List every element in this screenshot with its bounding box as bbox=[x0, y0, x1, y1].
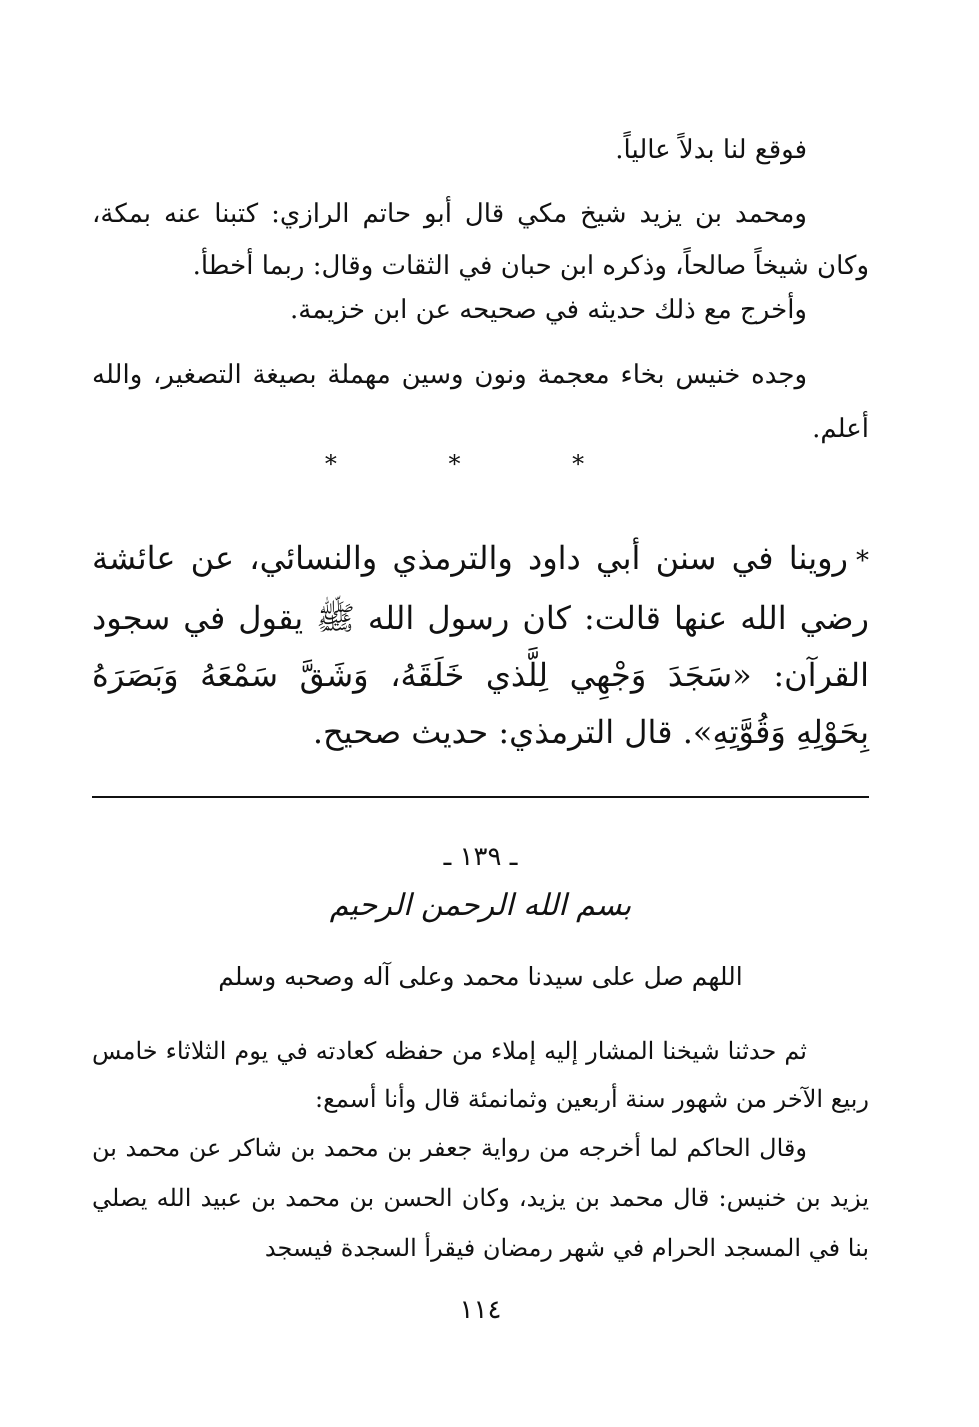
basmala-calligraphy: بسم الله الرحمن الرحيم bbox=[329, 888, 632, 923]
paragraph-2: ومحمد بن يزيد شيخ مكي قال أبو حاتم الرازي: كتبنا عنه بمكة، وكان شيخاً صالحاً، وذكره ابن حبان في الثقات وقال: ربما أخطأ. bbox=[92, 199, 869, 281]
section-number: ـ ١٣٩ ـ bbox=[443, 842, 518, 872]
paragraph-1: فوقع لنا بدلاً عالياً. bbox=[615, 135, 807, 165]
salat-line: اللهم صل على سيدنا محمد وعلى آله وصحبه وسلم bbox=[218, 962, 743, 991]
book-page bbox=[92, 0, 869, 1427]
hadith-marker: * bbox=[856, 546, 869, 576]
page-number: ١١٤ bbox=[459, 1295, 502, 1325]
paragraph-4: وجده خنيس بخاء معجمة ونون وسين مهملة بصيغة التصغير، والله أعلم. bbox=[92, 360, 869, 444]
paragraph-3: وأخرج مع ذلك حديثه في صحيحه عن ابن خزيمة. bbox=[290, 295, 807, 325]
body-paragraph-1: ثم حدثنا شيخنا المشار إليه إملاء من حفظه كعادته في يوم الثلاثاء خامس ربيع الآخر من شهور سنة أربعين وثمانمئة قال وأنا أسمع: bbox=[92, 1037, 869, 1113]
hadith-text: روينا في سنن أبي داود والترمذي والنسائي، عن عائشة رضي الله عنها قالت: كان رسول الله ﷺ يقول في سجود القرآن: «سَجَدَ وَجْهِي لِلَّذي خَلَقَهُ، وَشَقَّ سَمْعَهُ وَبَصَرَهُ بِحَوْلِهِ وَقُوَّتِهِ». قال الترمذي: حديث صحيح. bbox=[92, 539, 869, 751]
section-separator-stars: * * * bbox=[324, 450, 637, 478]
body-paragraph-2: وقال الحاكم لما أخرجه من رواية جعفر بن محمد بن شاكر عن محمد بن يزيد بن خنيس: قال محمد بن يزيد، وكان الحسن بن محمد بن عبيد الله يصلي بنا في المسجد الحرام في شهر رمضان فيقرأ السجدة فيسجد bbox=[92, 1134, 869, 1262]
section-divider-line bbox=[92, 796, 869, 798]
hadith-block bbox=[92, 530, 869, 761]
